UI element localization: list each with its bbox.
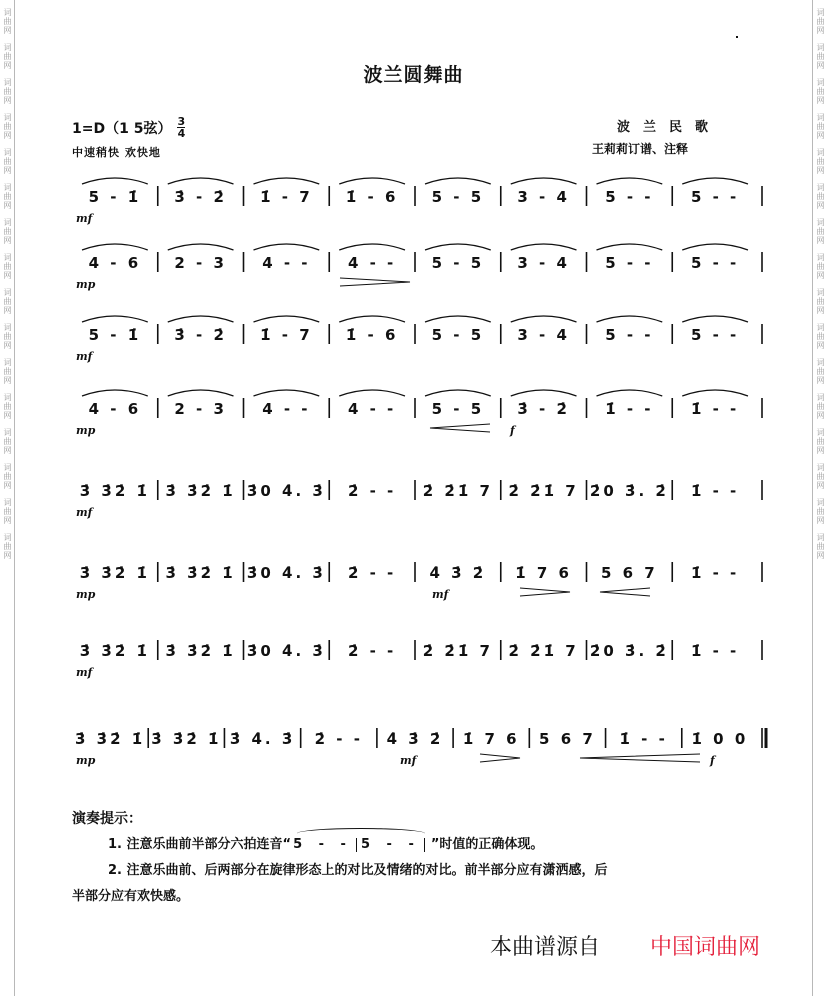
slur xyxy=(254,178,320,184)
crescendo-hairpin xyxy=(430,424,490,432)
source-footer xyxy=(490,930,760,961)
score-measure: 5 - 5 xyxy=(431,188,485,206)
watermark-text: 词曲网 xyxy=(3,533,12,560)
score-measure: 3̇ - 2̇ xyxy=(517,400,570,418)
time-top: 3 xyxy=(177,115,186,128)
page-title: 波兰圆舞曲 xyxy=(363,64,464,86)
score-measure: 1̇ - - xyxy=(690,642,740,660)
watermark-text: 词曲网 xyxy=(816,358,825,385)
slur xyxy=(597,316,663,322)
source-label: 本曲谱源自 xyxy=(490,935,601,960)
slur xyxy=(425,178,491,184)
slur xyxy=(339,316,405,322)
slur xyxy=(425,316,491,322)
slur xyxy=(254,316,320,322)
score-measure: 2̇ 2̇1̇ 7 xyxy=(508,482,579,500)
crescendo-hairpin xyxy=(600,588,650,596)
dynamic-marking: mp xyxy=(76,278,96,291)
score-measure: 5 - - xyxy=(690,188,740,206)
score-measure: 2̇ 2̇1̇ 7 xyxy=(422,482,493,500)
watermark-text: 词曲网 xyxy=(816,428,825,455)
score-measure: 2̇ - - xyxy=(347,564,397,582)
slur xyxy=(168,390,234,396)
score-measure: 5 - 5 xyxy=(431,254,485,272)
score-measure: 4 - 6 xyxy=(88,400,142,418)
notes-item-2-line-1: 2. 注意乐曲前、后两部分在旋律形态上的对比及情绪的对比。前半部分应有潇洒感，后 xyxy=(108,863,608,878)
score-measure: 5 - 1̇ xyxy=(88,326,142,344)
source-brand-link[interactable]: 中国词曲网 xyxy=(650,935,761,960)
decrescendo-hairpin xyxy=(520,588,570,596)
score-measure: 2̇ - - xyxy=(314,730,363,748)
dynamic-marking: mp xyxy=(76,588,96,601)
slur xyxy=(168,178,234,184)
watermark-text: 词曲网 xyxy=(3,113,12,140)
watermark-text: 词曲网 xyxy=(816,78,825,105)
score-measure: 4 - - xyxy=(262,400,311,418)
watermark-text: 词曲网 xyxy=(3,148,12,175)
score-measure: 1̇ 0 0 xyxy=(691,730,749,748)
score-measure: 3̇ 3̇2̇ 1̇ xyxy=(79,482,150,500)
slur xyxy=(82,244,148,250)
score-measure: 2 - 3 xyxy=(174,254,227,272)
slur xyxy=(511,244,577,250)
score-measure: 1̇ - - xyxy=(690,564,740,582)
score-measure: 3̇ 3̇2̇ 1̇ xyxy=(75,730,146,748)
dynamic-marking: mf xyxy=(400,754,417,767)
score-measure: 4 - - xyxy=(347,254,397,272)
score-measure: 5 6 7 xyxy=(539,730,596,748)
score-measure: 5 - - xyxy=(605,254,654,272)
score-measure: 5 6 7 xyxy=(600,564,658,582)
decrescendo-hairpin xyxy=(340,278,410,286)
performance-notes xyxy=(72,806,772,910)
slur xyxy=(597,244,663,250)
dynamic-marking: mf xyxy=(432,588,449,601)
notes-heading: 演奏提示： xyxy=(72,811,142,827)
score-measure: 5 - 1̇ xyxy=(88,188,142,206)
origin-label: 波兰民歌 xyxy=(617,120,722,135)
score-measure: 2̇ 2̇1̇ 7 xyxy=(422,642,493,660)
score-measure: 4̇ 3̇ 2̇ xyxy=(386,730,444,748)
score-measure: 3̇ 3̇2̇ 1̇ xyxy=(165,482,236,500)
notes-item-1 xyxy=(72,832,772,858)
score-measure: 5 - - xyxy=(605,188,654,206)
watermark-text: 词曲网 xyxy=(3,393,12,420)
score-measure: 3 - 4 xyxy=(517,326,570,344)
watermark-text: 词曲网 xyxy=(3,43,12,70)
score-measure: 4̇ 3̇ 2̇ xyxy=(429,564,487,582)
snippet-b: 5 - - xyxy=(360,837,420,852)
slur xyxy=(511,390,577,396)
score-measure: 1̇ - 7 xyxy=(260,326,313,344)
dynamic-marking: mf xyxy=(76,212,93,225)
score-measure: 3̇0 4̇. 3̇ xyxy=(246,564,326,582)
score-measure: 3̇ 3̇2̇ 1̇ xyxy=(151,730,222,748)
watermark-text: 词曲网 xyxy=(816,148,825,175)
watermark-text: 词曲网 xyxy=(816,8,825,35)
watermark-text: 词曲网 xyxy=(3,218,12,245)
score-measure: 3̇ 4̇. 3̇ xyxy=(229,730,296,748)
score-measure: 5 - - xyxy=(690,326,740,344)
score-measure: 1̇ - - xyxy=(690,482,740,500)
watermark-text: 词曲网 xyxy=(816,218,825,245)
watermark-text: 词曲网 xyxy=(3,323,12,350)
score-measure: 3̇ 3̇2̇ 1̇ xyxy=(165,642,236,660)
score-measure: 3̇0 4̇. 3̇ xyxy=(246,642,326,660)
slur xyxy=(682,244,748,250)
watermark-text: 词曲网 xyxy=(816,393,825,420)
tempo-marking: 中速稍快 欢快地 xyxy=(72,146,161,159)
slur xyxy=(682,316,748,322)
score-measure: 3̇ 3̇2̇ 1̇ xyxy=(79,564,150,582)
score-measure: 2̇ 2̇1̇ 7 xyxy=(508,642,579,660)
slur xyxy=(425,244,491,250)
score-measure: 1̇ 7 6 xyxy=(462,730,520,748)
slur xyxy=(168,316,234,322)
notes-item-1-prefix: 1. 注意乐曲前半部分六拍连音“ xyxy=(108,837,292,852)
slur xyxy=(597,178,663,184)
score-measure: 3̇ 3̇2̇ 1̇ xyxy=(79,642,150,660)
score-measure: 1̇ 7 6 xyxy=(515,564,573,582)
slur xyxy=(254,244,320,250)
watermark-text: 词曲网 xyxy=(3,288,12,315)
watermark-text: 词曲网 xyxy=(816,113,825,140)
slur xyxy=(511,178,577,184)
watermark-text: 词曲网 xyxy=(3,8,12,35)
dynamic-marking: mf xyxy=(76,350,93,363)
score-measure: 5 - - xyxy=(690,254,740,272)
watermark-text: 词曲网 xyxy=(816,533,825,560)
watermark-text: 词曲网 xyxy=(3,78,12,105)
score-measure: 3̇ 3̇2̇ 1̇ xyxy=(165,564,236,582)
watermark-text: 词曲网 xyxy=(3,358,12,385)
score-measure: 2̇ - - xyxy=(347,482,397,500)
crescendo-hairpin xyxy=(580,754,700,762)
watermark-text: 词曲网 xyxy=(816,43,825,70)
score-measure: 3̇0 4̇. 3̇ xyxy=(246,482,326,500)
arranger-label: 王莉莉订谱、注释 xyxy=(592,142,689,156)
score-measure: 1̇ - - xyxy=(690,400,740,418)
dynamic-marking: mp xyxy=(76,754,96,767)
score-measure: 2̇0 3̇. 2̇ xyxy=(589,482,669,500)
score-measure: 3 - 4 xyxy=(517,188,570,206)
score-measure: 4 - - xyxy=(347,400,397,418)
score-measure: 3̇ - 2̇ xyxy=(174,188,227,206)
score-measure: 1̇ - 6 xyxy=(345,326,399,344)
watermark-text: 词曲网 xyxy=(3,253,12,280)
score-measure: 3 - 4 xyxy=(517,254,570,272)
key-text: 1=D（1 5弦） xyxy=(72,120,172,137)
slur xyxy=(168,244,234,250)
watermark-text: 词曲网 xyxy=(816,253,825,280)
slur xyxy=(597,390,663,396)
score-measure: 2 - 3 xyxy=(174,400,227,418)
score-measure: 5 - 5 xyxy=(431,400,485,418)
score-measure: 1̇ - 7 xyxy=(260,188,313,206)
slur xyxy=(682,178,748,184)
notes-item-1-suffix: ”时值的正确体现。 xyxy=(430,837,544,852)
score-measure: 4 - - xyxy=(262,254,311,272)
dynamic-marking: f xyxy=(710,754,715,767)
time-bottom: 4 xyxy=(177,127,186,140)
score-measure: 4 - 6 xyxy=(88,254,142,272)
dynamic-marking: mf xyxy=(76,506,93,519)
watermark-text: 词曲网 xyxy=(816,463,825,490)
dynamic-marking: mp xyxy=(76,424,96,437)
score-measure: 2̇ - - xyxy=(347,642,397,660)
score-measure: 1̇ - 6 xyxy=(345,188,399,206)
slur xyxy=(339,244,405,250)
watermark-text: 词曲网 xyxy=(816,323,825,350)
watermark-text: 词曲网 xyxy=(3,428,12,455)
watermark-text: 词曲网 xyxy=(816,288,825,315)
dynamic-marking: mf xyxy=(76,666,93,679)
slur xyxy=(82,316,148,322)
slur xyxy=(82,390,148,396)
slur xyxy=(339,390,405,396)
score-measure: 3̇ - 2̇ xyxy=(174,326,227,344)
dynamic-marking: f xyxy=(510,424,515,437)
watermark-text: 词曲网 xyxy=(3,463,12,490)
slur xyxy=(339,178,405,184)
inline-score-snippet xyxy=(291,832,431,858)
slur xyxy=(511,316,577,322)
watermark-text: 词曲网 xyxy=(816,498,825,525)
watermark-text: 词曲网 xyxy=(816,183,825,210)
slur xyxy=(254,390,320,396)
watermark-text: 词曲网 xyxy=(3,183,12,210)
decrescendo-hairpin xyxy=(480,754,520,762)
slur xyxy=(425,390,491,396)
watermark-text: 词曲网 xyxy=(3,498,12,525)
score-measure: 1̇ - - xyxy=(619,730,668,748)
slur xyxy=(82,178,148,184)
score-measure: 2̇0 3̇. 2̇ xyxy=(589,642,669,660)
score-measure: 5 - - xyxy=(605,326,654,344)
score-measure: 1̇ - - xyxy=(605,400,654,418)
score-measure: 5 - 5 xyxy=(431,326,485,344)
snippet-a: 5 - - xyxy=(293,837,352,852)
slur xyxy=(682,390,748,396)
notes-item-2-line-2: 半部分应有欢快感。 xyxy=(72,889,190,904)
